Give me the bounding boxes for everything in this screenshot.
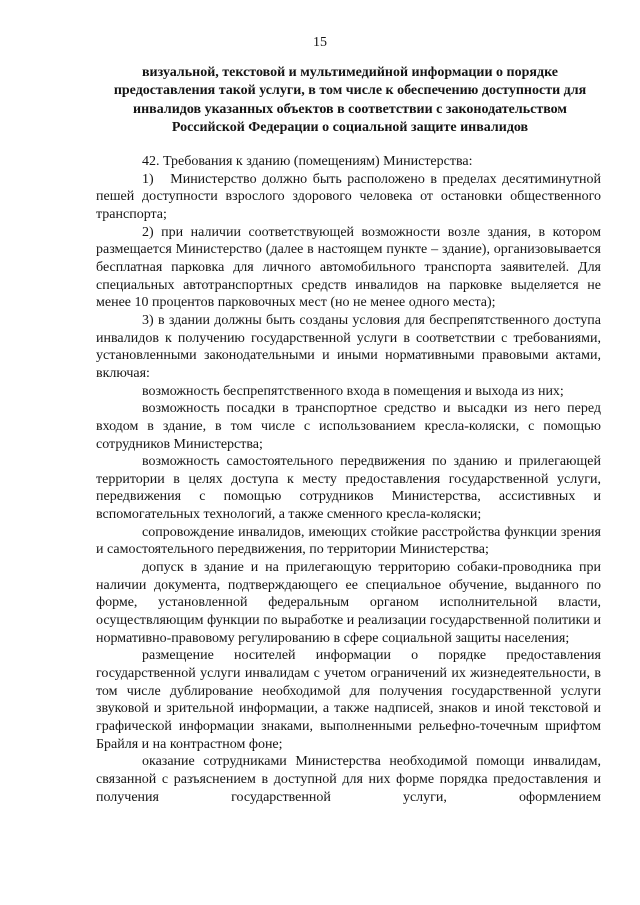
paragraph-subitem-1: 1) Министерство должно быть расположено в пределах десятиминутной пешей доступности взрослого здорового человека от остановки общественного транспорта;: [96, 171, 601, 222]
paragraph-subitem-2: 2) при наличии соответствующей возможности возле здания, в котором размещается Министерство (далее в настоящем пункте – здание), организовывается бесплатная парковка для личного автомобильного транспорта заявителей. Для специальных автотранспортных средств инвалидов на парковке выделяется не менее 10 процентов парковочных мест (но не менее одного места);: [96, 224, 601, 311]
paragraph-entry-transport: возможность посадки в транспортное средство и высадки из него перед входом в здание, в том числе с использованием кресла-коляски, с помощью сотрудников Министерства;: [96, 401, 601, 452]
paragraph-subitem-3: 3) в здании должны быть созданы условия для беспрепятственного доступа инвалидов к получению государственной услуги в соответствии с требованиями, установленными законодательными и иными нормативными правовыми актами, включая:: [96, 312, 601, 381]
paragraph-entry-escort: сопровождение инвалидов, имеющих стойкие расстройства функции зрения и самостоятельного передвижения, по территории Министерства;: [96, 524, 601, 558]
section-heading: визуальной, текстовой и мультимедийной информации о порядке предоставления такой услуги, в том числе к обеспечению доступности для инвалидов указанных объектов в соответствии с законодательством Российской Федерации о социальной защите инвалидов: [113, 65, 587, 136]
paragraph-entry-movement: возможность самостоятельного передвижения по зданию и прилегающей территории в целях доступа к месту предоставления государственной услуги, передвижения с помощью сотрудников Министерства, ассистивных и вспомогательных технологий, а также сменного кресла-коляски;: [96, 454, 601, 523]
document-body: [96, 153, 601, 806]
paragraph-entry-information: размещение носителей информации о порядке предоставления государственной услуги инвалидам с учетом ограничений их жизнедеятельности, в том числе дублирование необходимой для получения государственной услуги звуковой и зрительной информации, а также надписей, знаков и иной текстовой и графической информации знаками, выполненными рельефно-точечным шрифтом Брайля и на контрастном фоне;: [96, 648, 601, 752]
paragraph-entry-guide-dog: допуск в здание и на прилегающую территорию собаки-проводника при наличии документа, подтверждающего ее специальное обучение, выданного по форме, установленной федеральным органом исполнительной власти, осуществляющим функции по выработке и реализации государственной политики и нормативно-правовому регулированию в сфере социальной защиты населения;: [96, 560, 601, 646]
page-number: 15: [313, 35, 327, 50]
paragraph-item-42: 42. Требования к зданию (помещениям) Министерства:: [142, 154, 473, 169]
paragraph-entry-access: возможность беспрепятственного входа в помещения и выхода из них;: [142, 383, 564, 399]
paragraph-entry-assistance: оказание сотрудниками Министерства необходимой помощи инвалидам, связанной с разъяснением в доступной для них форме порядка предоставления и получения государственной услуги, оформлением: [96, 754, 601, 805]
